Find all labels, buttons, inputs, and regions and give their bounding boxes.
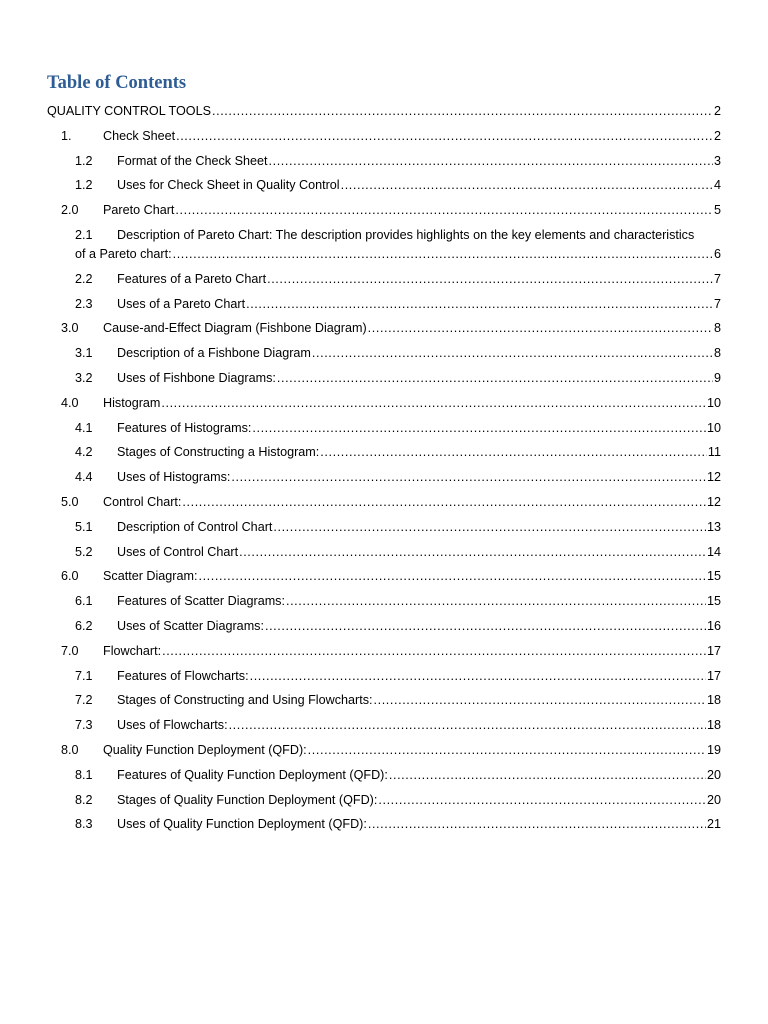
toc-entry-title: Uses of Histograms: — [117, 470, 231, 485]
toc-entry-page-number: 4 — [713, 178, 721, 193]
toc-entry-title: Pareto Chart — [103, 203, 175, 218]
dot-leader — [176, 127, 713, 146]
toc-entry[interactable] — [47, 127, 721, 146]
toc-entry-number: 5.1 — [75, 519, 93, 534]
dot-leader — [231, 468, 706, 487]
dot-leader — [246, 295, 713, 314]
dot-leader — [239, 543, 706, 562]
toc-entry-page-number: 7 — [713, 296, 721, 311]
toc-entry-title: Uses of a Pareto Chart — [117, 296, 246, 311]
toc-entry-number: 2.1 — [75, 227, 93, 242]
dot-leader — [320, 443, 707, 462]
dot-leader — [312, 344, 713, 363]
toc-entry-title: Stages of Constructing and Using Flowcharts: — [117, 693, 373, 708]
toc-entry-title: Description of Control Chart — [117, 519, 273, 534]
toc-entry-number: 3.1 — [75, 346, 93, 361]
toc-entry[interactable] — [47, 201, 721, 220]
toc-entry-number: 2.3 — [75, 296, 93, 311]
dot-leader — [212, 102, 713, 121]
toc-entry-title: Features of Quality Function Deployment (QFD): — [117, 767, 388, 782]
toc-entry-page-number: 18 — [706, 718, 721, 733]
dot-leader — [161, 394, 706, 413]
toc-entry-title: Quality Function Deployment (QFD): — [103, 742, 307, 757]
toc-entry-number: 4.2 — [75, 445, 93, 460]
toc-entry-number: 1.2 — [75, 153, 93, 168]
toc-entry-title: QUALITY CONTROL TOOLS — [47, 104, 211, 118]
dot-leader — [173, 245, 713, 264]
toc-entry-number: 3.2 — [75, 370, 93, 385]
toc-entry[interactable] — [47, 102, 721, 121]
toc-entry-page-number: 5 — [713, 203, 721, 218]
toc-entry-page-number: 15 — [706, 594, 721, 609]
toc-entry-title: Uses of Fishbone Diagrams: — [117, 370, 276, 385]
toc-entry-page-number: 15 — [706, 569, 721, 584]
toc-entry[interactable] — [47, 394, 721, 413]
toc-entry-page-number: 13 — [706, 519, 721, 534]
toc-entry-title: Control Chart: — [103, 494, 182, 509]
toc-entry-page-number: 8 — [713, 346, 721, 361]
dot-leader — [286, 592, 706, 611]
toc-entry-page-number: 2 — [713, 128, 721, 143]
toc-entry-number: 4.1 — [75, 420, 93, 435]
toc-entry-number: 6.0 — [61, 569, 79, 584]
toc-entry-page-number: 3 — [713, 153, 721, 168]
toc-entry-title: Uses for Check Sheet in Quality Control — [117, 178, 340, 193]
dot-leader — [308, 741, 706, 760]
toc-entry-number: 4.0 — [61, 395, 79, 410]
dot-leader — [252, 419, 706, 438]
dot-leader — [250, 667, 706, 686]
toc-entry-title-continued: of a Pareto chart: — [75, 246, 172, 261]
toc-entry-title: Features of Histograms: — [117, 420, 252, 435]
toc-entry-title: Features of Flowcharts: — [117, 668, 249, 683]
toc-entry-number: 2.0 — [61, 203, 79, 218]
toc-entry-title: Format of the Check Sheet — [117, 153, 268, 168]
toc-entry[interactable] — [47, 344, 721, 363]
toc-entry-title: Scatter Diagram: — [103, 569, 198, 584]
toc-entry-number: 6.2 — [75, 618, 93, 633]
dot-leader — [273, 518, 706, 537]
toc-entry-title: Cause-and-Effect Diagram (Fishbone Diagram) — [103, 321, 367, 336]
toc-entry-page-number: 8 — [713, 321, 721, 336]
toc-entry-page-number: 2 — [713, 104, 721, 118]
toc-entry-number: 7.0 — [61, 643, 79, 658]
toc-entry-number: 1.2 — [75, 178, 93, 193]
toc-entry-title: Uses of Quality Function Deployment (QFD): — [117, 817, 367, 832]
toc-entry-page-number: 10 — [706, 395, 721, 410]
toc-entry-page-number: 20 — [706, 792, 721, 807]
toc-entry-title: Description of a Fishbone Diagram — [117, 346, 311, 361]
toc-entry[interactable] — [47, 468, 721, 487]
toc-entry-page-number: 14 — [706, 544, 721, 559]
toc-entry-page-number: 9 — [713, 370, 721, 385]
dot-leader — [229, 716, 706, 735]
toc-entry-page-number: 7 — [713, 271, 721, 286]
toc-entry-number: 7.2 — [75, 693, 93, 708]
toc-entry-number: 8.2 — [75, 792, 93, 807]
toc-entry-page-number: 17 — [706, 643, 721, 658]
toc-entry[interactable] — [47, 592, 721, 611]
dot-leader — [341, 176, 713, 195]
toc-entry-page-number: 20 — [706, 767, 721, 782]
dot-leader — [374, 691, 706, 710]
toc-entry[interactable] — [47, 691, 721, 710]
dot-leader — [378, 791, 706, 810]
dot-leader — [277, 369, 713, 388]
toc-entry[interactable] — [47, 176, 721, 195]
toc-entry-page-number: 17 — [706, 668, 721, 683]
toc-list — [47, 100, 721, 834]
toc-entry[interactable] — [47, 419, 721, 438]
toc-entry-title: Features of Scatter Diagrams: — [117, 594, 285, 609]
toc-entry-title: Uses of Control Chart — [117, 544, 239, 559]
toc-entry-page-number: 21 — [706, 817, 721, 832]
toc-entry-number: 6.1 — [75, 594, 93, 609]
dot-leader — [368, 319, 713, 338]
toc-entry[interactable] — [47, 815, 721, 834]
toc-entry-page-number: 16 — [706, 618, 721, 633]
toc-entry[interactable] — [47, 295, 721, 314]
toc-entry-number: 7.3 — [75, 718, 93, 733]
dot-leader — [265, 617, 706, 636]
toc-entry-page-number: 11 — [707, 445, 721, 460]
toc-entry-title: Features of a Pareto Chart — [117, 271, 267, 286]
document-page — [47, 0, 721, 1024]
toc-entry-page-number: 10 — [706, 420, 721, 435]
toc-heading: Table of Contents — [47, 73, 187, 93]
toc-entry[interactable] — [47, 369, 721, 388]
dot-leader — [267, 270, 713, 289]
toc-entry-number: 2.2 — [75, 271, 93, 286]
toc-entry-page-number: 6 — [713, 246, 721, 261]
toc-entry-title: Stages of Quality Function Deployment (QFD): — [117, 792, 378, 807]
toc-entry[interactable] — [47, 791, 721, 810]
toc-entry[interactable] — [47, 152, 721, 171]
toc-entry-title: Stages of Constructing a Histogram: — [117, 445, 320, 460]
toc-entry[interactable] — [47, 617, 721, 636]
toc-entry-number: 5.0 — [61, 494, 79, 509]
dot-leader — [269, 152, 713, 171]
toc-entry-title: Uses of Scatter Diagrams: — [117, 618, 264, 633]
toc-entry[interactable] — [47, 543, 721, 562]
toc-entry-number: 8.0 — [61, 742, 79, 757]
toc-entry[interactable] — [47, 270, 721, 289]
toc-entry-number: 5.2 — [75, 544, 93, 559]
toc-entry[interactable] — [47, 667, 721, 686]
dot-leader — [182, 493, 706, 512]
toc-entry-title: Histogram — [103, 395, 161, 410]
toc-entry-number: 8.1 — [75, 767, 93, 782]
toc-entry[interactable] — [47, 443, 721, 462]
dot-leader — [198, 567, 706, 586]
toc-entry-title: Flowchart: — [103, 643, 162, 658]
dot-leader — [175, 201, 713, 220]
toc-entry-number: 7.1 — [75, 668, 93, 683]
toc-entry[interactable] — [47, 766, 721, 785]
toc-entry[interactable] — [47, 493, 721, 512]
toc-entry-page-number: 12 — [706, 494, 721, 509]
toc-entry-title: Uses of Flowcharts: — [117, 718, 228, 733]
toc-entry[interactable] — [47, 319, 721, 338]
toc-entry-title: Description of Pareto Chart: The description provides highlights on the key elements and characteristics — [117, 227, 695, 242]
toc-entry-number: 8.3 — [75, 817, 93, 832]
toc-entry-number: 4.4 — [75, 470, 93, 485]
toc-entry[interactable] — [47, 567, 721, 586]
toc-entry[interactable] — [47, 642, 721, 661]
dot-leader — [389, 766, 706, 785]
toc-entry-title: Check Sheet — [103, 128, 176, 143]
toc-entry-number: 1. — [61, 128, 72, 143]
dot-leader — [368, 815, 706, 834]
toc-entry[interactable] — [47, 716, 721, 735]
toc-entry-page-number: 12 — [706, 470, 721, 485]
toc-entry-number: 3.0 — [61, 321, 79, 336]
dot-leader — [162, 642, 706, 661]
toc-entry[interactable] — [47, 518, 721, 537]
toc-entry-page-number: 18 — [706, 693, 721, 708]
toc-entry[interactable] — [47, 226, 721, 264]
toc-entry[interactable] — [47, 741, 721, 760]
toc-entry-page-number: 19 — [706, 742, 721, 757]
